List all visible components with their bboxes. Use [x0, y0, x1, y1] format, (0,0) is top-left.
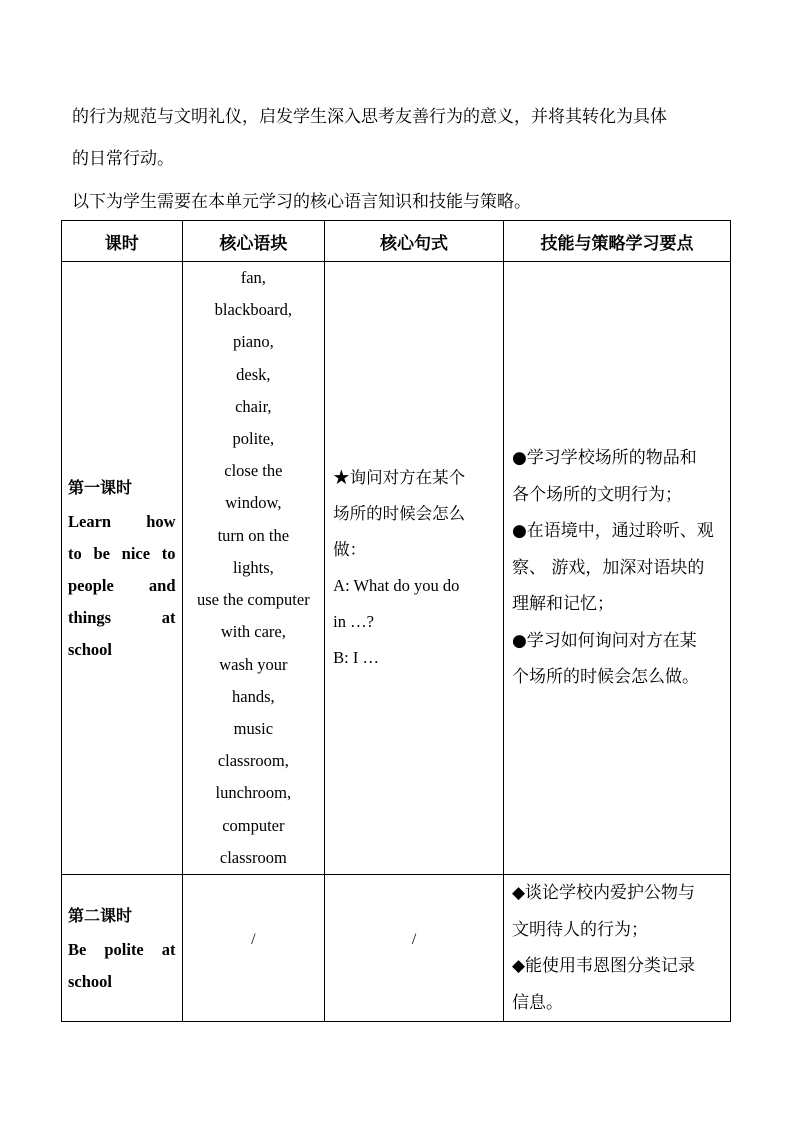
lesson-title-en-line: Learn how	[68, 512, 176, 531]
chunk-line: window,	[225, 493, 282, 513]
intro-line-3: 以下为学生需要在本单元学习的核心语言知识和技能与策略。	[72, 192, 531, 212]
chunk-line: blackboard,	[214, 300, 293, 320]
chunk-line: piano,	[232, 332, 274, 352]
header-lesson: 课时	[62, 221, 183, 262]
sentences-cell	[325, 262, 504, 875]
lesson-title-en-line: things at	[68, 608, 176, 627]
intro-line-1: 的行为规范与文明礼仪，启发学生深入思考友善行为的意义，并将其转化为具体	[72, 107, 667, 127]
header-core-chunks: 核心语块	[182, 221, 325, 262]
lesson-title-cn: 第二课时	[68, 906, 133, 925]
chunk-line: chair,	[235, 396, 272, 416]
lesson-title-en-line: Be polite at	[68, 940, 176, 959]
skills-cell	[503, 875, 730, 1022]
skill-line: ●学习如何询问对方在某	[511, 630, 697, 651]
sentences-cell	[325, 875, 504, 1022]
skill-line: 文明待人的行为；	[511, 919, 648, 940]
lesson-cell	[62, 875, 183, 1022]
skill-line: ◆谈论学校内爱护公物与	[511, 883, 696, 903]
chunk-line: use the computer	[196, 590, 310, 610]
chunk-line: computer	[222, 815, 285, 835]
skill-line: ◆能使用韦恩图分类记录	[511, 956, 696, 976]
sentence-line: ★询问对方在某个	[333, 468, 466, 487]
chunk-line: wash your	[219, 654, 288, 674]
skill-line: 察、 游戏，加深对语块的	[511, 557, 705, 578]
sentence-line: B: I …	[333, 648, 379, 667]
intro-line-2: 的日常行动。	[72, 149, 174, 169]
chunk-line: desk,	[236, 364, 271, 384]
lesson-title-cn: 第一课时	[68, 478, 133, 497]
table-row	[62, 262, 731, 875]
core-knowledge-table	[61, 220, 731, 1022]
skill-line: 信息。	[511, 992, 563, 1013]
skill-line: ●学习学校场所的物品和	[511, 448, 697, 469]
header-core-sentences: 核心句式	[325, 221, 504, 262]
chunk-line: close the	[224, 461, 283, 481]
chunk-line: hands,	[232, 686, 275, 706]
lesson-title-en-line: people and	[68, 576, 176, 595]
empty-marker: /	[411, 931, 417, 948]
sentence-line: in …?	[333, 612, 374, 631]
lesson-cell	[62, 262, 183, 875]
table-header-row	[62, 221, 731, 262]
chunk-line: classroom	[219, 847, 287, 867]
header-skills-strategies: 技能与策略学习要点	[503, 221, 730, 262]
skill-line: 个场所的时候会怎么做。	[511, 667, 699, 688]
chunk-line: lunchroom,	[215, 783, 292, 803]
chunk-line: polite,	[232, 429, 275, 449]
lesson-title-en-line: to be nice to	[68, 544, 176, 563]
skill-line: ●在语境中，通过聆听、观	[511, 521, 714, 542]
lesson-title-en-line: school	[68, 972, 113, 991]
lesson-title-en-line: school	[68, 640, 113, 659]
chunks-cell	[182, 262, 325, 875]
chunk-line: with care,	[220, 622, 286, 642]
chunk-line: lights,	[232, 557, 274, 577]
sentence-line: 做：	[333, 540, 367, 559]
chunk-line: turn on the	[217, 525, 290, 545]
chunks-cell	[182, 875, 325, 1022]
sentence-line: A: What do you do	[333, 576, 460, 595]
skill-line: 理解和记忆；	[511, 594, 614, 615]
chunk-line: fan,	[240, 268, 266, 288]
skill-line: 各个场所的文明行为；	[511, 484, 682, 505]
table-row	[62, 875, 731, 1022]
sentence-line: 场所的时候会怎么	[333, 504, 466, 523]
empty-marker: /	[251, 931, 256, 948]
chunk-line: music	[233, 718, 274, 738]
skills-cell	[503, 262, 730, 875]
chunk-line: classroom,	[217, 751, 289, 771]
